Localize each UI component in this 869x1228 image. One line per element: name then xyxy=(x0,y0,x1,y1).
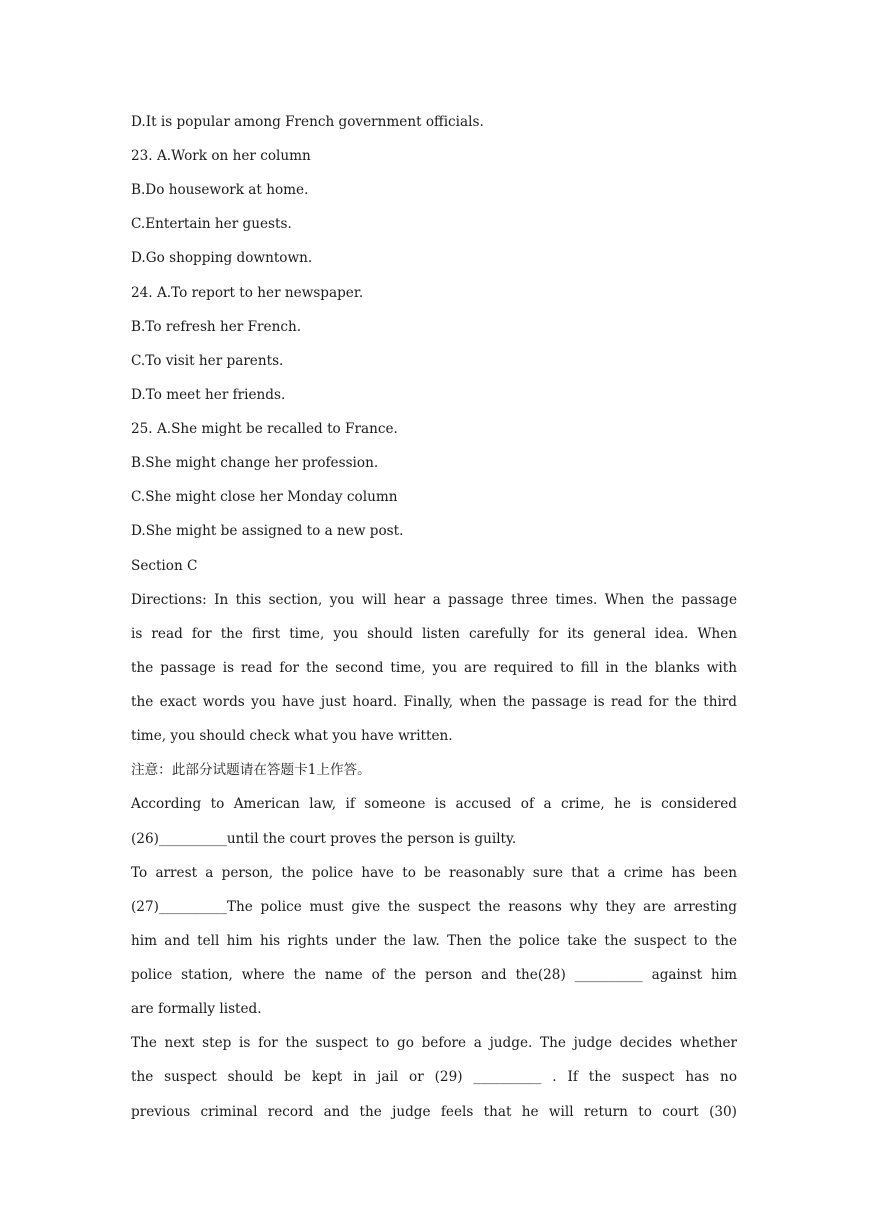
directions-line: the passage is read for the second time, you are required to fill in the blanks with xyxy=(131,660,737,676)
option-25-b: B.She might change her profession. xyxy=(131,455,379,471)
option-23-d: D.Go shopping downtown. xyxy=(131,250,313,266)
directions-line: is read for the first time, you should listen carefully for its general idea. When xyxy=(131,626,737,642)
question-24-option-a: 24. A.To report to her newspaper. xyxy=(131,285,364,301)
passage-line: police station, where the name of the person and the(28) __________ against him xyxy=(131,967,737,983)
passage-line: (26)__________until the court proves the person is guilty. xyxy=(131,831,517,847)
question-25-option-a: 25. A.She might be recalled to France. xyxy=(131,421,398,437)
answer-sheet-note: 注意：此部分试题请在答题卡1上作答。 xyxy=(131,762,371,778)
passage-line: (27)__________The police must give the suspect the reasons why they are arresting xyxy=(131,899,737,915)
passage-line: To arrest a person, the police have to be reasonably sure that a crime has been xyxy=(131,865,737,881)
directions-line: Directions: In this section, you will hear a passage three times. When the passage xyxy=(131,592,737,608)
option-24-b: B.To refresh her French. xyxy=(131,319,302,335)
option-22-d: D.It is popular among French government officials. xyxy=(131,114,484,130)
passage-line: previous criminal record and the judge feels that he will return to court (30) xyxy=(131,1104,737,1120)
passage-line: are formally listed. xyxy=(131,1001,262,1017)
section-heading: Section C xyxy=(131,558,198,574)
passage-line: According to American law, if someone is accused of a crime, he is considered xyxy=(131,796,737,812)
option-25-c: C.She might close her Monday column xyxy=(131,489,398,505)
option-24-d: D.To meet her friends. xyxy=(131,387,286,403)
option-24-c: C.To visit her parents. xyxy=(131,353,284,369)
option-25-d: D.She might be assigned to a new post. xyxy=(131,523,404,539)
option-23-c: C.Entertain her guests. xyxy=(131,216,292,232)
directions-line: the exact words you have just hoard. Finally, when the passage is read for the third xyxy=(131,694,737,710)
question-23-option-a: 23. A.Work on her column xyxy=(131,148,311,164)
passage-line: the suspect should be kept in jail or (29) __________ . If the suspect has no xyxy=(131,1069,737,1085)
passage-line: The next step is for the suspect to go before a judge. The judge decides whether xyxy=(131,1035,737,1051)
directions-line: time, you should check what you have written. xyxy=(131,728,453,744)
passage-line: him and tell him his rights under the law. Then the police take the suspect to the xyxy=(131,933,737,949)
option-23-b: B.Do housework at home. xyxy=(131,182,309,198)
